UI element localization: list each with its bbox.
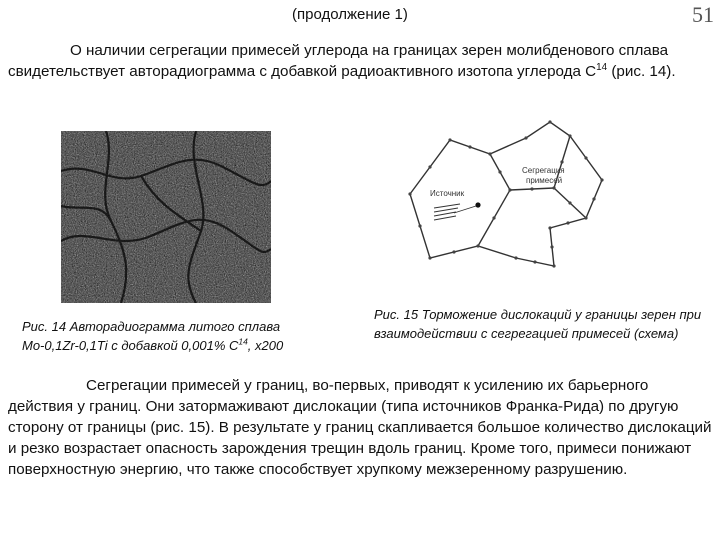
- dislocation-source-dot: [475, 202, 480, 207]
- page-number: 51: [692, 2, 714, 27]
- figure-14-caption-line2-text: Мо-0,1Zr-0,1Ti с добавкой 0,001% С: [22, 338, 239, 353]
- dislocation-lines: [434, 204, 476, 220]
- figure-15-caption: Рис. 15 Торможение дислокаций у границы зерен при взаимодействии с сегрегацией примесей (схема): [374, 307, 702, 341]
- label-segregation-line2: примесей: [526, 176, 563, 185]
- figure-14-magnification: , х200: [247, 338, 284, 353]
- figure-14-caption-line1: Рис. 14 Авторадиограмма литого сплава: [22, 319, 281, 334]
- figure-14-caption: [22, 317, 322, 355]
- intro-text: О наличии сегрегации примесей углерода на границах зерен молибденового сплава свидетельствует авторадиограмма с добавкой радиоактивного изотопа углерода С: [8, 42, 669, 80]
- label-source: Источник: [430, 189, 465, 198]
- figure-14-isotope-superscript: 14: [238, 336, 248, 347]
- figure-14-caption-line2: [22, 336, 322, 355]
- dislocation-diagram: [398, 118, 618, 303]
- intro-paragraph: [8, 40, 708, 82]
- intro-figure-ref: (рис. 14).: [607, 63, 676, 80]
- label-segregation-line1: Сегрегация: [522, 166, 565, 175]
- continuation-header: (продолжение 1): [292, 6, 408, 23]
- autoradiogram-photo: [61, 131, 271, 303]
- body-paragraph: Сегрегации примесей у границ, во-первых, приводят к усилению их барьерного действия у границ. Они затормаживают дислокации (типа источников Франка-Рида) по другую сторону от границы (рис. 15). В результате у границ скапливается большое количество дислокаций и резко возрастает опасность зарождения трещин вдоль границ. Кроме того, примеси понижают поверхностную энергию, что также способствует хрупкому межзеренному разрушению.: [8, 377, 712, 478]
- isotope-superscript: 14: [596, 61, 608, 73]
